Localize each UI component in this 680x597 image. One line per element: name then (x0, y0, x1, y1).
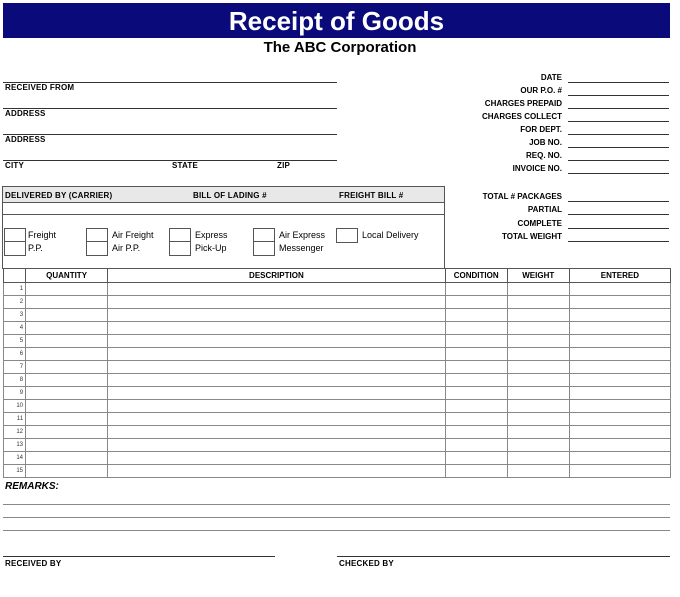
description-cell[interactable] (108, 452, 446, 465)
address2-line (3, 134, 337, 135)
quantity-cell[interactable] (26, 322, 108, 335)
quantity-header: QUANTITY (26, 269, 108, 283)
description-cell[interactable] (108, 335, 446, 348)
remarks-line-1[interactable] (3, 504, 670, 505)
row-number: 11 (4, 413, 26, 426)
delivered-by-label: DELIVERED BY (CARRIER) (5, 191, 113, 200)
row-number: 6 (4, 348, 26, 361)
description-header: DESCRIPTION (108, 269, 446, 283)
remarks-line-2[interactable] (3, 517, 670, 518)
weight-cell[interactable] (507, 361, 569, 374)
description-cell[interactable] (108, 465, 446, 478)
received-by-line[interactable] (3, 556, 275, 557)
state-label: STATE (172, 161, 199, 170)
po-label: OUR P.O. # (520, 86, 562, 95)
air-freight-label: Air Freight (112, 230, 154, 240)
row-number: 1 (4, 283, 26, 296)
pick-up-checkbox[interactable] (169, 241, 191, 256)
table-row (4, 335, 671, 348)
local-delivery-checkbox[interactable] (336, 228, 358, 243)
weight-cell[interactable] (507, 296, 569, 309)
carrier-divider (2, 214, 445, 215)
items-table-body (4, 283, 671, 478)
description-cell[interactable] (108, 426, 446, 439)
address1-label: ADDRESS (5, 109, 46, 118)
weight-cell[interactable] (507, 439, 569, 452)
local-delivery-label: Local Delivery (362, 230, 419, 240)
entered-cell[interactable] (569, 348, 670, 361)
condition-cell[interactable] (445, 374, 507, 387)
quantity-cell[interactable] (26, 309, 108, 322)
freight-bill-label: FREIGHT BILL # (339, 191, 404, 200)
condition-cell[interactable] (445, 283, 507, 296)
checked-by-line[interactable] (337, 556, 670, 557)
row-number: 9 (4, 387, 26, 400)
entered-cell[interactable] (569, 452, 670, 465)
row-number: 2 (4, 296, 26, 309)
po-field[interactable] (568, 95, 669, 96)
complete-field[interactable] (568, 228, 669, 229)
invoice-no-field[interactable] (568, 173, 669, 174)
entered-cell[interactable] (569, 309, 670, 322)
req-no-label: REQ. NO. (525, 151, 562, 160)
table-row (4, 387, 671, 400)
zip-label: ZIP (277, 161, 291, 170)
complete-label: COMPLETE (517, 219, 562, 228)
weight-cell[interactable] (507, 400, 569, 413)
description-cell[interactable] (108, 322, 446, 335)
row-number: 15 (4, 465, 26, 478)
checked-by-label: CHECKED BY (339, 559, 394, 568)
total-packages-field[interactable] (568, 201, 669, 202)
condition-cell[interactable] (445, 387, 507, 400)
address2-label: ADDRESS (5, 135, 46, 144)
partial-label: PARTIAL (527, 205, 562, 214)
condition-cell[interactable] (445, 361, 507, 374)
express-label: Express (195, 230, 228, 240)
weight-cell[interactable] (507, 465, 569, 478)
table-row (4, 400, 671, 413)
description-cell[interactable] (108, 309, 446, 322)
page-title: Receipt of Goods (228, 6, 445, 36)
total-weight-label: TOTAL WEIGHT (502, 232, 562, 241)
weight-cell[interactable] (507, 348, 569, 361)
condition-cell[interactable] (445, 439, 507, 452)
table-row (4, 426, 671, 439)
job-no-field[interactable] (568, 147, 669, 148)
weight-cell[interactable] (507, 374, 569, 387)
messenger-label: Messenger (279, 243, 324, 253)
charges-collect-label: CHARGES COLLECT (482, 112, 562, 121)
entered-cell[interactable] (569, 361, 670, 374)
title-bar (3, 3, 670, 38)
entered-cell[interactable] (569, 387, 670, 400)
weight-cell[interactable] (507, 413, 569, 426)
remarks-label: REMARKS: (5, 481, 59, 492)
quantity-cell[interactable] (26, 400, 108, 413)
total-packages-label: TOTAL # PACKAGES (482, 192, 562, 201)
entered-cell[interactable] (569, 296, 670, 309)
condition-cell[interactable] (445, 400, 507, 413)
entered-cell[interactable] (569, 374, 670, 387)
quantity-cell[interactable] (26, 374, 108, 387)
entered-cell[interactable] (569, 426, 670, 439)
row-number: 13 (4, 439, 26, 452)
description-cell[interactable] (108, 413, 446, 426)
condition-header: CONDITION (445, 269, 507, 283)
row-number-header (4, 269, 26, 283)
table-row (4, 309, 671, 322)
row-number: 3 (4, 309, 26, 322)
condition-cell[interactable] (445, 322, 507, 335)
quantity-cell[interactable] (26, 296, 108, 309)
air-pp-label: Air P.P. (112, 243, 141, 253)
quantity-cell[interactable] (26, 439, 108, 452)
pp-label: P.P. (28, 243, 43, 253)
quantity-cell[interactable] (26, 452, 108, 465)
row-number: 8 (4, 374, 26, 387)
weight-cell[interactable] (507, 322, 569, 335)
quantity-cell[interactable] (26, 387, 108, 400)
table-header-row (4, 269, 671, 283)
invoice-no-label: INVOICE NO. (512, 164, 562, 173)
items-table (3, 268, 671, 478)
total-weight-field[interactable] (568, 241, 669, 242)
description-cell[interactable] (108, 361, 446, 374)
date-field[interactable] (568, 82, 669, 83)
pick-up-label: Pick-Up (195, 243, 227, 253)
for-dept-label: FOR DEPT. (520, 125, 562, 134)
condition-cell[interactable] (445, 296, 507, 309)
row-number: 10 (4, 400, 26, 413)
weight-cell[interactable] (507, 283, 569, 296)
entered-cell[interactable] (569, 335, 670, 348)
quantity-cell[interactable] (26, 283, 108, 296)
table-row (4, 361, 671, 374)
company-name: The ABC Corporation (263, 39, 417, 56)
table-row (4, 452, 671, 465)
job-no-label: JOB NO. (529, 138, 562, 147)
condition-cell[interactable] (445, 465, 507, 478)
condition-cell[interactable] (445, 413, 507, 426)
charges-collect-field[interactable] (568, 121, 669, 122)
entered-cell[interactable] (569, 439, 670, 452)
row-number: 5 (4, 335, 26, 348)
condition-cell[interactable] (445, 335, 507, 348)
table-row (4, 283, 671, 296)
weight-cell[interactable] (507, 426, 569, 439)
weight-cell[interactable] (507, 309, 569, 322)
description-cell[interactable] (108, 283, 446, 296)
remarks-line-3[interactable] (3, 530, 670, 531)
table-row (4, 413, 671, 426)
table-row (4, 322, 671, 335)
city-label: CITY (5, 161, 25, 170)
received-by-label: RECEIVED BY (5, 559, 62, 568)
freight-label: Freight (28, 230, 57, 240)
description-cell[interactable] (108, 439, 446, 452)
table-row (4, 296, 671, 309)
description-cell[interactable] (108, 296, 446, 309)
quantity-cell[interactable] (26, 361, 108, 374)
pp-checkbox[interactable] (4, 241, 26, 256)
row-number: 14 (4, 452, 26, 465)
air-pp-checkbox[interactable] (86, 241, 108, 256)
condition-cell[interactable] (445, 348, 507, 361)
condition-cell[interactable] (445, 452, 507, 465)
row-number: 12 (4, 426, 26, 439)
req-no-field[interactable] (568, 160, 669, 161)
quantity-cell[interactable] (26, 465, 108, 478)
row-number: 4 (4, 322, 26, 335)
description-cell[interactable] (108, 374, 446, 387)
table-row (4, 465, 671, 478)
description-cell[interactable] (108, 400, 446, 413)
charges-prepaid-field[interactable] (568, 108, 669, 109)
weight-cell[interactable] (507, 387, 569, 400)
weight-header: WEIGHT (507, 269, 569, 283)
received-from-label: RECEIVED FROM (5, 83, 75, 92)
address1-line (3, 108, 337, 109)
row-number: 7 (4, 361, 26, 374)
entered-header: ENTERED (569, 269, 670, 283)
entered-cell[interactable] (569, 465, 670, 478)
condition-cell[interactable] (445, 309, 507, 322)
entered-cell[interactable] (569, 283, 670, 296)
charges-prepaid-label: CHARGES PREPAID (484, 99, 562, 108)
date-label: DATE (540, 73, 562, 82)
for-dept-field[interactable] (568, 134, 669, 135)
quantity-cell[interactable] (26, 348, 108, 361)
quantity-cell[interactable] (26, 426, 108, 439)
entered-cell[interactable] (569, 413, 670, 426)
condition-cell[interactable] (445, 426, 507, 439)
weight-cell[interactable] (507, 335, 569, 348)
partial-field[interactable] (568, 214, 669, 215)
table-row (4, 374, 671, 387)
description-cell[interactable] (108, 387, 446, 400)
messenger-checkbox[interactable] (253, 241, 275, 256)
quantity-cell[interactable] (26, 413, 108, 426)
air-express-label: Air Express (279, 230, 326, 240)
quantity-cell[interactable] (26, 335, 108, 348)
table-row (4, 439, 671, 452)
bill-of-lading-label: BILL OF LADING # (193, 191, 267, 200)
weight-cell[interactable] (507, 452, 569, 465)
entered-cell[interactable] (569, 322, 670, 335)
entered-cell[interactable] (569, 400, 670, 413)
table-row (4, 348, 671, 361)
description-cell[interactable] (108, 348, 446, 361)
